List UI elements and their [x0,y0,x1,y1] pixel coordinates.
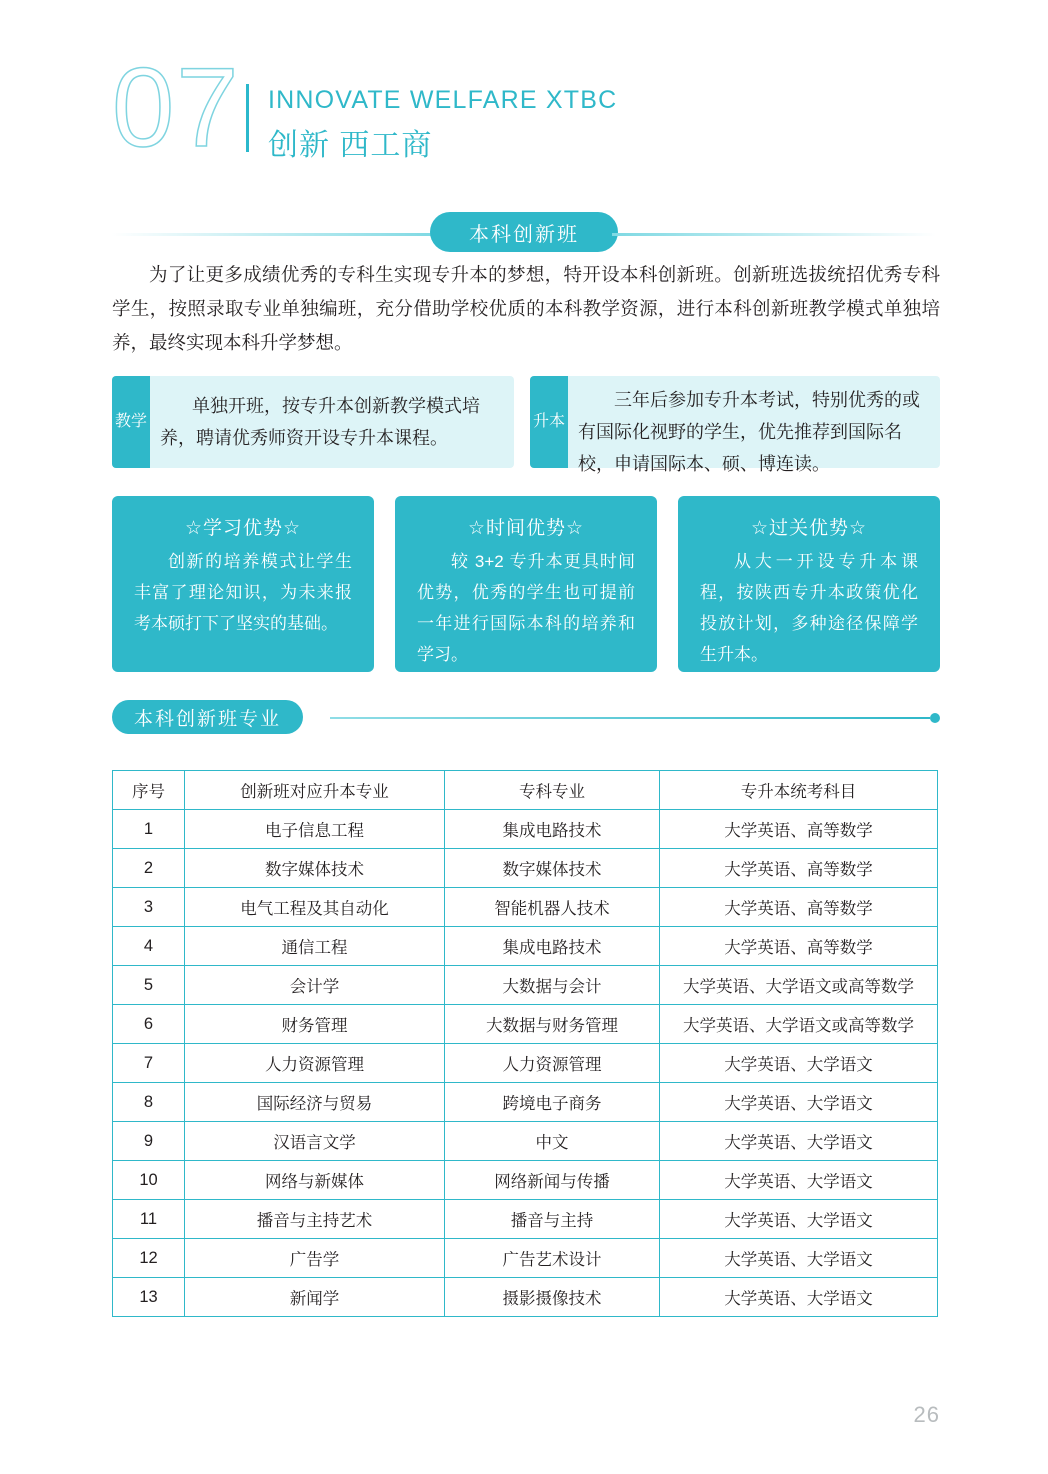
majors-section-heading [0,700,1048,736]
info-box-tag: 升本 [530,376,568,468]
page-header [0,45,1048,180]
table-cell: 播音与主持艺术 [185,1200,445,1239]
table-row [113,1278,938,1317]
table-cell: 大数据与会计 [445,966,660,1005]
info-box-upgrade [530,376,940,474]
table-cell: 3 [113,888,185,927]
table-cell: 大学英语、大学语文 [660,1239,938,1278]
info-box-text: 三年后参加专升本考试，特别优秀的或有国际化视野的学生，优先推荐到国际名校，申请国际本、硕、博连读。 [578,390,920,474]
table-cell: 广告艺术设计 [445,1239,660,1278]
table-cell: 数字媒体技术 [445,849,660,888]
table-cell: 大数据与财务管理 [445,1005,660,1044]
table-cell: 大学英语、高等数学 [660,927,938,966]
header-chinese-title: 创新 西工商 [268,129,433,162]
majors-heading-pill: 本科创新班专业 [112,700,303,734]
table-cell: 7 [113,1044,185,1083]
section-number: 07 [112,45,241,170]
info-box-text: 单独开班，按专升本创新教学模式培养，聘请优秀师资开设专升本课程。 [160,396,480,448]
table-cell: 大学英语、大学语文 [660,1161,938,1200]
majors-heading-line [330,717,930,719]
table-cell: 8 [113,1083,185,1122]
table-cell: 12 [113,1239,185,1278]
advantage-card [678,496,940,672]
table-cell: 新闻学 [185,1278,445,1317]
advantage-card [112,496,374,672]
table-cell: 大学英语、大学语文 [660,1044,938,1083]
page-number: 26 [913,1402,940,1427]
table-cell: 大学英语、高等数学 [660,888,938,927]
table-cell: 财务管理 [185,1005,445,1044]
intro-paragraph: 为了让更多成绩优秀的专科生实现专升本的梦想，特开设本科创新班。创新班选拔统招优秀专科学生，按照录取专业单独编班，充分借助学校优质的本科教学资源，进行本科创新班教学模式单独培养，最终实现本科升学梦想。 [112,264,940,353]
table-header-cell: 专升本统考科目 [660,771,938,810]
table-row [113,1122,938,1161]
table-cell: 大学英语、高等数学 [660,810,938,849]
table-cell: 播音与主持 [445,1200,660,1239]
table-cell: 大学英语、大学语文或高等数学 [660,1005,938,1044]
info-box-tag: 教学 [112,376,150,468]
table-cell: 中文 [445,1122,660,1161]
title-line-left [112,233,436,236]
title-line-right [612,233,936,236]
table-cell: 汉语言文学 [185,1122,445,1161]
table-cell: 通信工程 [185,927,445,966]
table-row [113,966,938,1005]
table-cell: 大学英语、大学语文或高等数学 [660,966,938,1005]
table-cell: 1 [113,810,185,849]
table-cell: 智能机器人技术 [445,888,660,927]
table-header-cell: 序号 [113,771,185,810]
advantage-card-body: 创新的培养模式让学生丰富了理论知识，为未来报考本硕打下了坚实的基础。 [134,552,352,633]
table-row [113,1161,938,1200]
table-header-cell: 专科专业 [445,771,660,810]
table-cell: 5 [113,966,185,1005]
advantage-card-title: ☆过关优势☆ [750,518,868,539]
table-row [113,1200,938,1239]
majors-table-wrapper [112,770,937,1317]
table-cell: 集成电路技术 [445,927,660,966]
advantage-card-title: ☆时间优势☆ [467,518,585,539]
table-cell: 大学英语、大学语文 [660,1278,938,1317]
table-cell: 6 [113,1005,185,1044]
table-row [113,849,938,888]
table-row [113,1005,938,1044]
table-cell: 大学英语、大学语文 [660,1083,938,1122]
table-row [113,888,938,927]
header-english-title: INNOVATE WELFARE XTBC [268,86,618,114]
section-title-bar [0,212,1048,256]
advantage-card-body: 从大一开设专升本课程，按陕西专升本政策优化投放计划，多种途径保障学生升本。 [700,552,918,664]
table-cell: 11 [113,1200,185,1239]
table-cell: 网络新闻与传播 [445,1161,660,1200]
table-cell: 广告学 [185,1239,445,1278]
table-cell: 国际经济与贸易 [185,1083,445,1122]
advantage-card [395,496,657,672]
table-cell: 人力资源管理 [185,1044,445,1083]
table-cell: 10 [113,1161,185,1200]
table-cell: 集成电路技术 [445,810,660,849]
advantage-cards [112,496,940,672]
table-cell: 人力资源管理 [445,1044,660,1083]
header-divider [246,84,249,152]
table-row [113,810,938,849]
advantage-card-body: 较 3+2 专升本更具时间优势，优秀的学生也可提前一年进行国际本科的培养和学习。 [417,552,635,664]
table-row [113,1083,938,1122]
table-header-cell: 创新班对应升本专业 [185,771,445,810]
section-title-pill: 本科创新班 [430,212,618,252]
table-cell: 电子信息工程 [185,810,445,849]
table-cell: 网络与新媒体 [185,1161,445,1200]
table-cell: 大学英语、大学语文 [660,1122,938,1161]
table-cell: 9 [113,1122,185,1161]
table-cell: 摄影摄像技术 [445,1278,660,1317]
table-cell: 4 [113,927,185,966]
table-row [113,1239,938,1278]
majors-table [112,770,938,1317]
table-cell: 数字媒体技术 [185,849,445,888]
table-cell: 大学英语、大学语文 [660,1200,938,1239]
info-box-teaching [112,376,514,468]
table-cell: 跨境电子商务 [445,1083,660,1122]
table-row [113,927,938,966]
table-cell: 13 [113,1278,185,1317]
table-cell: 电气工程及其自动化 [185,888,445,927]
table-header-row [113,771,938,810]
table-row [113,1044,938,1083]
advantage-card-title: ☆学习优势☆ [184,518,302,539]
table-cell: 2 [113,849,185,888]
table-cell: 会计学 [185,966,445,1005]
table-cell: 大学英语、高等数学 [660,849,938,888]
majors-heading-dot-icon [930,713,940,723]
